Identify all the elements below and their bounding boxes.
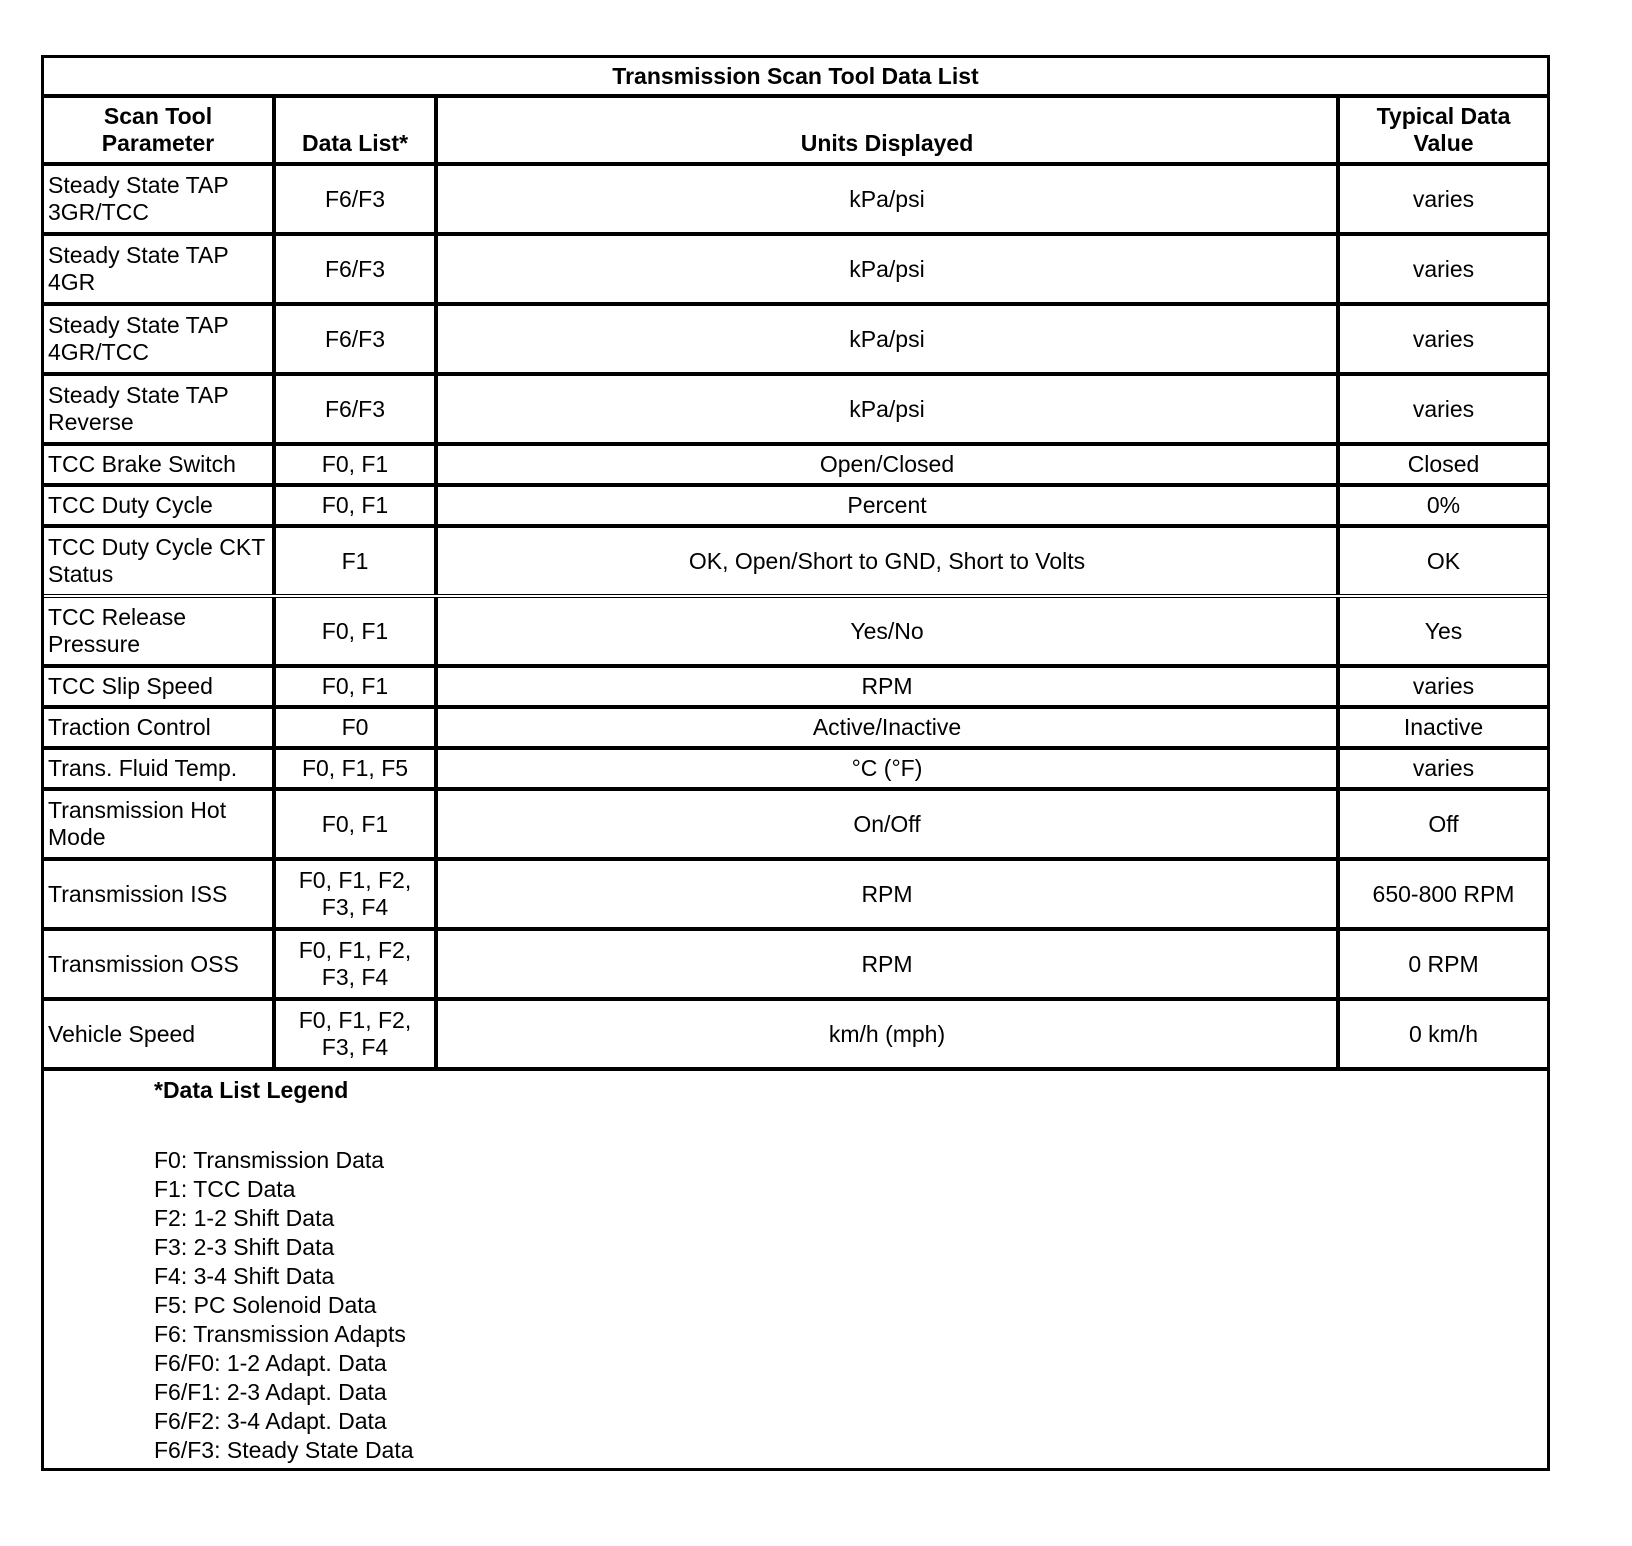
parameter-cell: Trans. Fluid Temp. [44,750,276,787]
data-list-cell: F0 [276,709,438,746]
table-row [44,236,1547,306]
table-row [44,791,1547,861]
parameter-cell: Vehicle Speed [44,1001,276,1067]
table-row [44,487,1547,528]
table-row [44,750,1547,791]
units-cell: RPM [438,931,1340,997]
parameter-cell: Steady State TAP 4GR/TCC [44,306,276,372]
typical-value-cell: varies [1412,185,1475,212]
data-list-cell: F0, F1, F5 [276,750,438,787]
data-list-cell: F1 [276,528,438,594]
header-row [44,98,1547,166]
typical-value-cell: Off [1428,810,1459,837]
typical-value-cell: varies [1412,255,1475,282]
legend-item: F6/F3: Steady State Data [154,1437,414,1463]
table-row [44,528,1547,598]
units-cell: On/Off [438,791,1340,857]
data-list-cell: F0, F1 [276,598,438,664]
typical-value-cell: 0 RPM [1408,950,1479,977]
units-cell: kPa/psi [438,376,1340,442]
parameter-cell: Transmission OSS [44,931,276,997]
units-cell: Open/Closed [438,446,1340,483]
typical-value-cell: 650-800 RPM [1372,880,1515,907]
parameter-cell: TCC Duty Cycle [44,487,276,524]
table-row [44,598,1547,668]
table-row [44,931,1547,1001]
legend-item: F1: TCC Data [154,1176,296,1202]
data-list-cell: F0, F1, F2, F3, F4 [276,861,438,927]
data-list-cell: F0, F1, F2, F3, F4 [276,931,438,997]
parameter-cell: Steady State TAP 3GR/TCC [44,166,276,232]
parameter-cell: Transmission Hot Mode [44,791,276,857]
legend-item: F4: 3-4 Shift Data [154,1263,335,1289]
typical-value-cell: 0% [1426,492,1461,518]
legend-item: F6/F2: 3-4 Adapt. Data [154,1408,387,1434]
data-list-legend [44,1071,1547,1468]
table-row [44,1001,1547,1071]
header-units: Units Displayed [438,98,1340,162]
table-row [44,376,1547,446]
header-parameter: Scan Tool Parameter [44,98,276,162]
typical-value-cell: Inactive [1403,714,1484,740]
table-row [44,668,1547,709]
data-list-cell: F0, F1 [276,791,438,857]
data-list-cell: F0, F1, F2, F3, F4 [276,1001,438,1067]
legend-item: F3: 2-3 Shift Data [154,1234,335,1260]
table-row [44,306,1547,376]
data-list-cell: F0, F1 [276,668,438,705]
units-cell: Yes/No [438,598,1340,664]
parameter-cell: Traction Control [44,709,276,746]
legend-item: F2: 1-2 Shift Data [154,1205,335,1231]
typical-value-cell: OK [1426,547,1461,574]
typical-value-cell: varies [1412,325,1475,352]
parameter-cell: TCC Duty Cycle CKT Status [44,528,276,594]
units-cell: RPM [438,861,1340,927]
table-row [44,446,1547,487]
parameter-cell: Steady State TAP 4GR [44,236,276,302]
typical-value-cell: Yes [1424,617,1463,644]
legend-item: F6: Transmission Adapts [154,1321,406,1347]
units-cell: kPa/psi [438,166,1340,232]
legend-item: F6/F1: 2-3 Adapt. Data [154,1379,387,1405]
units-cell: km/h (mph) [438,1001,1340,1067]
scan-tool-data-table [41,55,1550,1471]
legend-item: F6/F0: 1-2 Adapt. Data [154,1350,387,1376]
data-list-cell: F0, F1 [276,487,438,524]
legend-item: F5: PC Solenoid Data [154,1292,377,1318]
typical-value-cell: varies [1412,395,1475,422]
units-cell: °C (°F) [438,750,1340,787]
typical-value-cell: 0 km/h [1408,1020,1479,1047]
parameter-cell: Steady State TAP Reverse [44,376,276,442]
data-list-cell: F6/F3 [276,166,438,232]
header-data-list: Data List* [276,98,438,162]
header-typical-value: Typical Data Value [1376,103,1511,156]
table-row [44,861,1547,931]
units-cell: RPM [438,668,1340,705]
data-list-cell: F6/F3 [276,236,438,302]
table-title: Transmission Scan Tool Data List [44,58,1547,98]
data-list-cell: F6/F3 [276,306,438,372]
typical-value-cell: varies [1412,755,1475,781]
units-cell: kPa/psi [438,306,1340,372]
parameter-cell: TCC Brake Switch [44,446,276,483]
data-list-cell: F0, F1 [276,446,438,483]
units-cell: Percent [438,487,1340,524]
units-cell: OK, Open/Short to GND, Short to Volts [438,528,1340,594]
legend-item: F0: Transmission Data [154,1147,385,1173]
typical-value-cell: Closed [1407,451,1480,477]
typical-value-cell: varies [1412,673,1475,699]
units-cell: kPa/psi [438,236,1340,302]
data-list-cell: F6/F3 [276,376,438,442]
parameter-cell: Transmission ISS [44,861,276,927]
parameter-cell: TCC Release Pressure [44,598,276,664]
table-row [44,166,1547,236]
units-cell: Active/Inactive [438,709,1340,746]
table-row [44,709,1547,750]
parameter-cell: TCC Slip Speed [44,668,276,705]
legend-title: *Data List Legend [154,1077,349,1103]
